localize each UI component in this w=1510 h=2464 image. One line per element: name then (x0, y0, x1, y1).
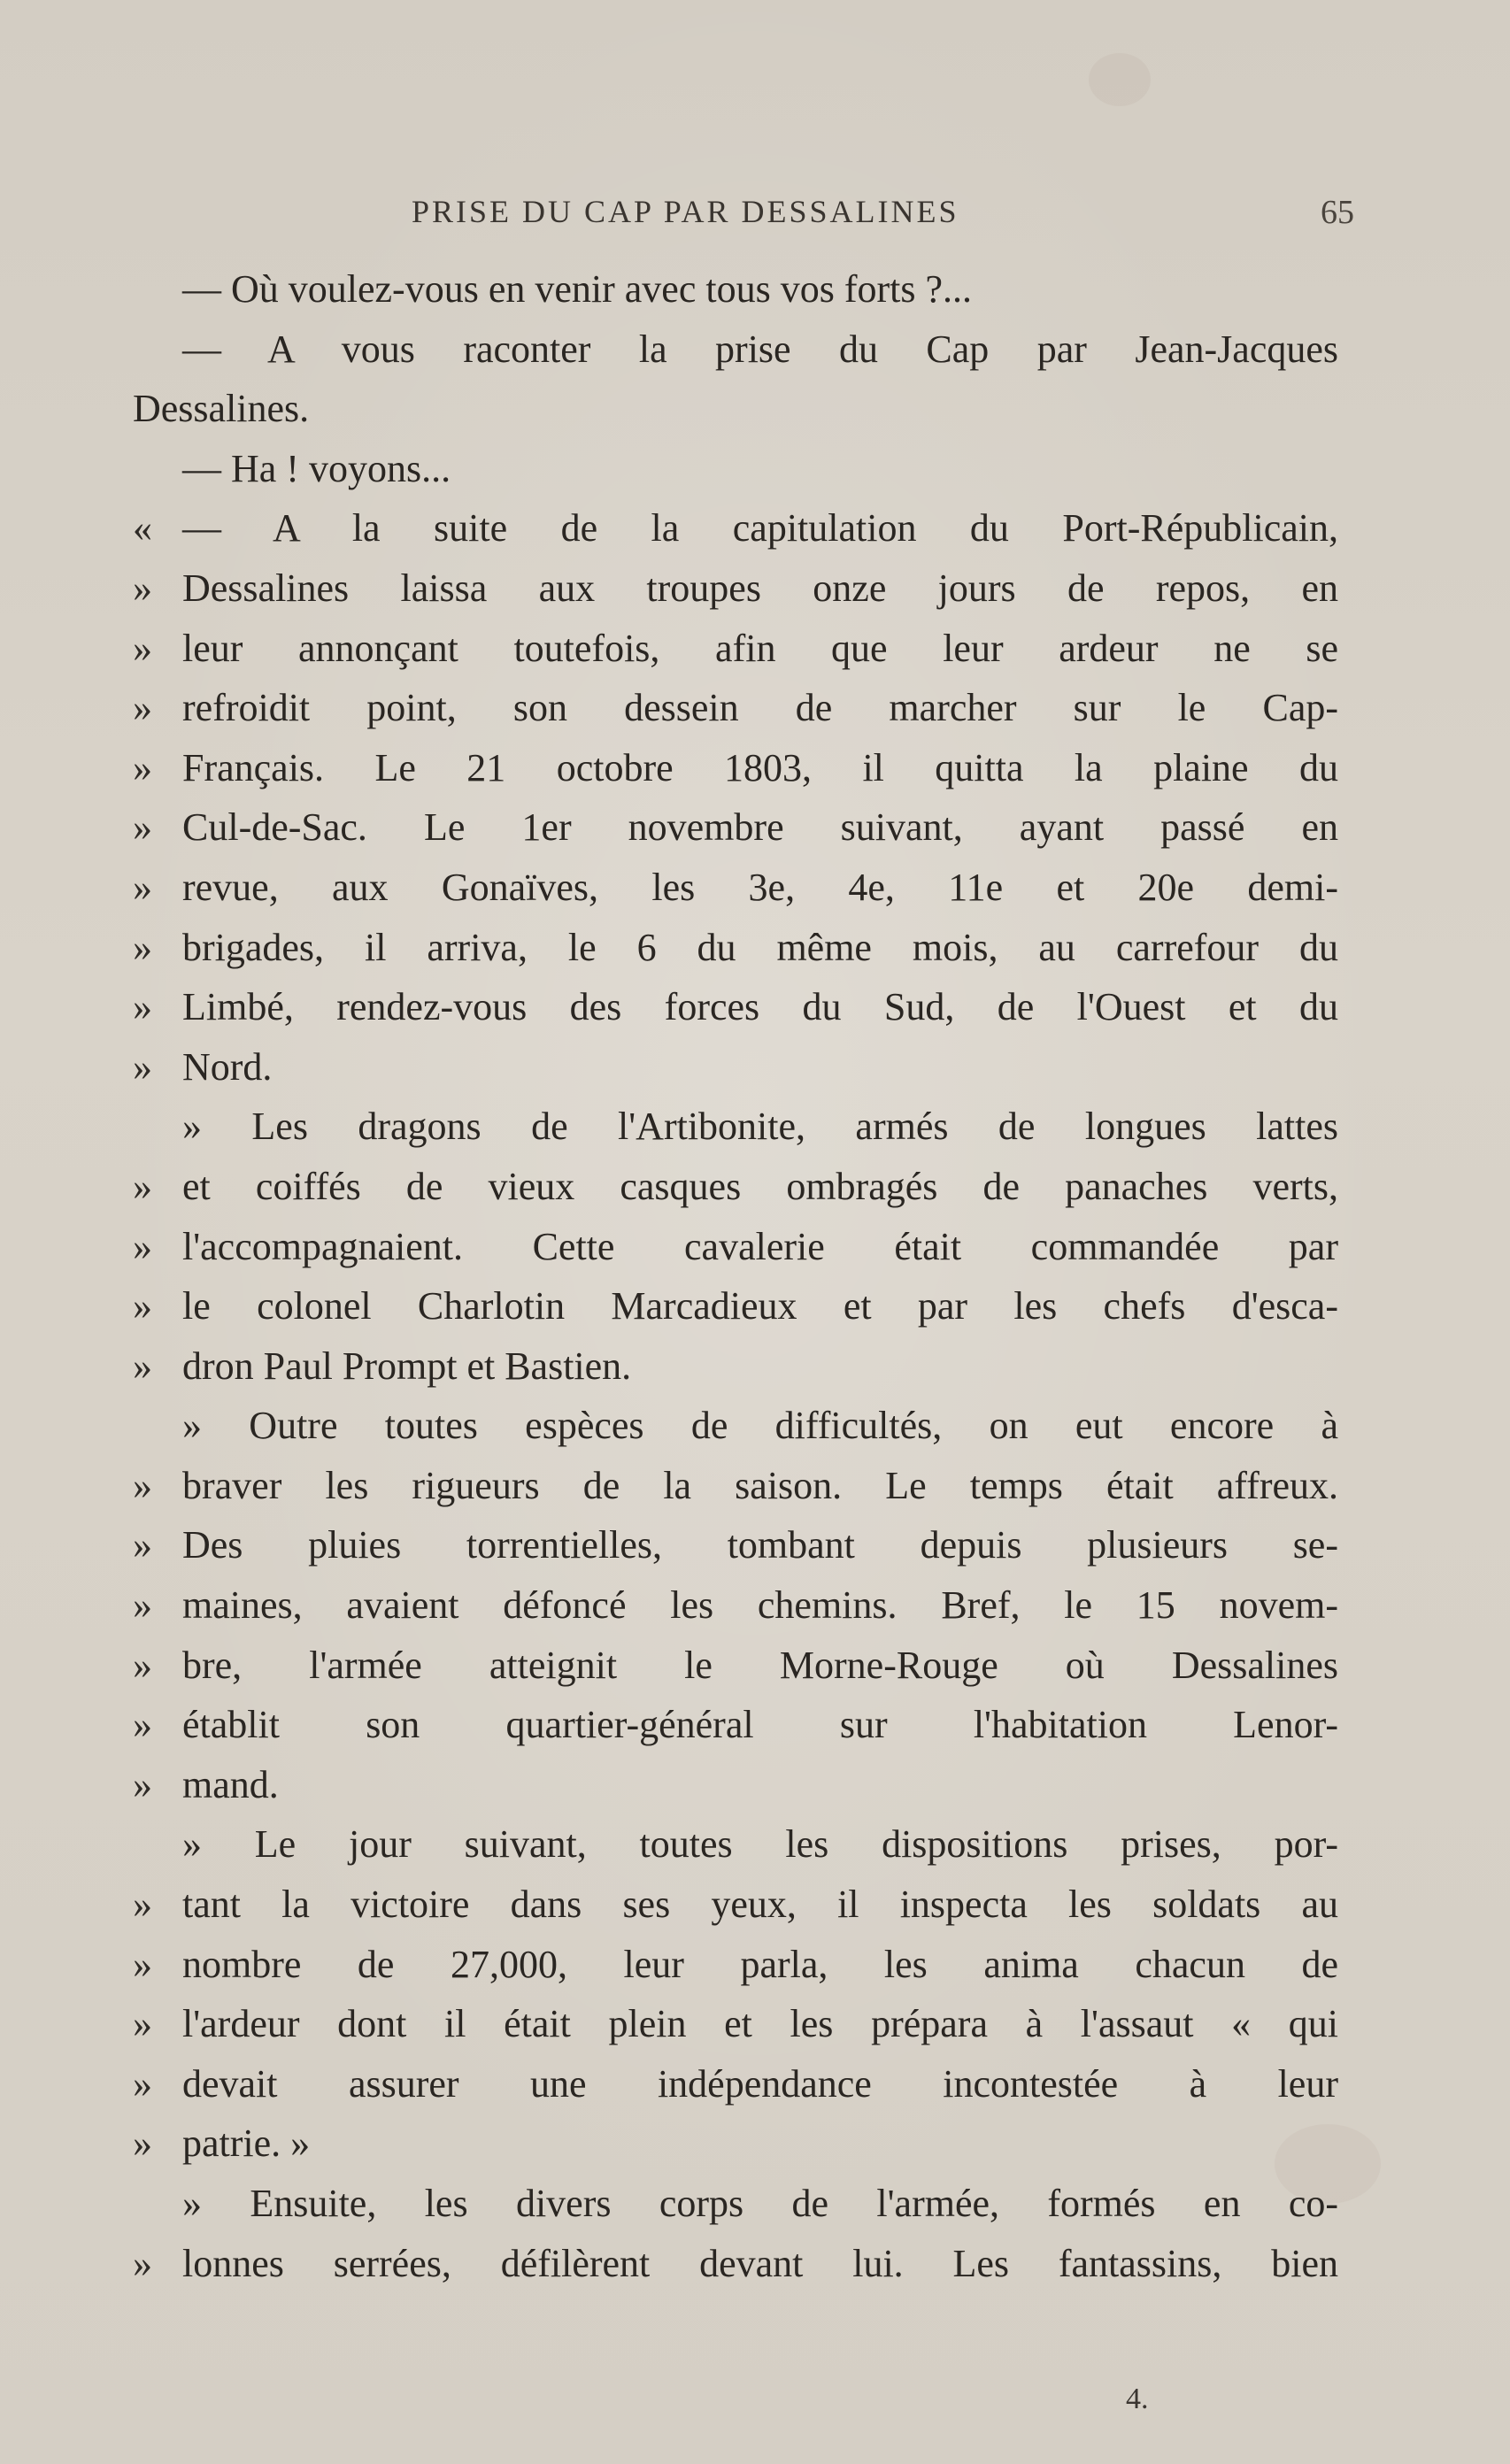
text-line (133, 1994, 1338, 2054)
text-line (133, 619, 1338, 679)
guillemet-mark: » (133, 1883, 152, 1927)
text-line (133, 1755, 1338, 1815)
guillemet-mark: » (133, 1463, 152, 1507)
page-number: 65 (1321, 194, 1354, 231)
line-text: — A vous raconter la prise du Cap par Jean-Jacques (182, 327, 1338, 371)
running-head (133, 193, 1354, 231)
guillemet-mark: » (133, 1643, 152, 1687)
line-text: l'accompagnaient. Cette cavalerie était commandée par (182, 1224, 1338, 1268)
signature-mark: 4. (1126, 2383, 1149, 2415)
running-title: PRISE DU CAP PAR DESSALINES (412, 194, 959, 229)
guillemet-mark: » (133, 745, 152, 789)
guillemet-mark: » (133, 805, 152, 850)
line-text: Limbé, rendez-vous des forces du Sud, de l'Ouest et du (182, 985, 1338, 1029)
text-line (133, 1336, 1338, 1397)
text-line (133, 439, 1338, 499)
text-line (133, 738, 1338, 798)
text-line (133, 797, 1338, 858)
text-line (133, 1396, 1338, 1456)
text-line (133, 977, 1338, 1037)
text-line (133, 259, 1338, 320)
line-text: » Outre toutes espèces de difficultés, on eut encore à (182, 1404, 1338, 1448)
text-line (133, 2174, 1338, 2234)
text-line (133, 678, 1338, 738)
text-line (133, 379, 1338, 439)
line-text: établit son quartier-général sur l'habitation Lenor- (182, 1703, 1338, 1747)
guillemet-mark: » (133, 925, 152, 969)
line-text: revue, aux Gonaïves, les 3e, 4e, 11e et 20e demi- (182, 865, 1338, 909)
guillemet-mark: » (133, 1344, 152, 1388)
text-line (133, 2234, 1338, 2294)
guillemet-mark: » (133, 1583, 152, 1628)
guillemet-mark: » (133, 2002, 152, 2046)
line-text: » Le jour suivant, toutes les dispositions prises, por- (182, 1822, 1338, 1867)
guillemet-mark: » (133, 1523, 152, 1567)
line-text: devait assurer une indépendance incontestée à leur (182, 2061, 1338, 2106)
line-text: — Ha ! voyons... (182, 446, 451, 490)
guillemet-mark: » (133, 2061, 152, 2106)
text-line (133, 1875, 1338, 1935)
line-text: dron Paul Prompt et Bastien. (182, 1344, 632, 1388)
line-text: Nord. (182, 1044, 273, 1089)
line-text: patrie. » (182, 2121, 311, 2166)
guillemet-mark: » (133, 865, 152, 909)
guillemet-mark: » (133, 2121, 152, 2166)
line-text: » Ensuite, les divers corps de l'armée, formés en co- (182, 2182, 1338, 2225)
line-text: » Les dragons de l'Artibonite, armés de longues lattes (182, 1105, 1338, 1149)
line-text: maines, avaient défoncé les chemins. Bref, le 15 novem- (182, 1583, 1338, 1628)
guillemet-mark: » (133, 1224, 152, 1268)
guillemet-mark: » (133, 985, 152, 1029)
line-text: Français. Le 21 octobre 1803, il quitta la plaine du (182, 745, 1338, 789)
line-text: — Où voulez-vous en venir avec tous vos forts ?... (182, 267, 973, 311)
text-line (133, 1575, 1338, 1636)
text-line (133, 1636, 1338, 1696)
text-line (133, 1456, 1338, 1516)
text-line (133, 2054, 1338, 2114)
line-text: nombre de 27,000, leur parla, les anima chacun de (182, 1942, 1338, 1986)
line-text: Dessalines laissa aux troupes onze jours de repos, en (182, 566, 1338, 610)
text-line (133, 1037, 1338, 1097)
text-line (133, 1276, 1338, 1336)
guillemet-mark: » (133, 1703, 152, 1747)
text-line (133, 498, 1338, 558)
body-text (133, 259, 1338, 2293)
line-text: Dessalines. (133, 387, 310, 431)
line-text: bre, l'armée atteignit le Morne-Rouge où Dessalines (182, 1643, 1338, 1687)
line-text: refroidit point, son dessein de marcher sur le Cap- (182, 686, 1338, 730)
guillemet-mark: » (133, 626, 152, 670)
paper-stain (1089, 53, 1151, 106)
line-text: lonnes serrées, défilèrent devant lui. Les fantassins, bien (182, 2241, 1338, 2285)
text-line (133, 320, 1338, 380)
guillemet-mark: » (133, 1942, 152, 1986)
text-line (133, 858, 1338, 918)
text-line (133, 1695, 1338, 1755)
text-line (133, 558, 1338, 619)
text-line (133, 1157, 1338, 1217)
guillemet-mark: » (133, 2241, 152, 2285)
guillemet-mark: » (133, 566, 152, 610)
guillemet-mark: » (133, 1284, 152, 1328)
line-text: Cul-de-Sac. Le 1er novembre suivant, ayant passé en (182, 805, 1338, 850)
text-line (133, 1217, 1338, 1277)
text-line (133, 1935, 1338, 1995)
line-text: et coiffés de vieux casques ombragés de panaches verts, (182, 1164, 1338, 1208)
guillemet-mark: » (133, 1044, 152, 1089)
guillemet-mark: « (133, 506, 152, 551)
guillemet-mark: » (133, 1762, 152, 1806)
line-text: brigades, il arriva, le 6 du même mois, au carrefour du (182, 925, 1338, 969)
line-text: braver les rigueurs de la saison. Le temps était affreux. (182, 1463, 1338, 1507)
text-line (133, 918, 1338, 978)
guillemet-mark: » (133, 1164, 152, 1208)
line-text: l'ardeur dont il était plein et les prépara à l'assaut « qui (182, 2002, 1338, 2046)
line-text: le colonel Charlotin Marcadieux et par les chefs d'esca- (182, 1284, 1338, 1328)
line-text: Des pluies torrentielles, tombant depuis plusieurs se- (182, 1523, 1338, 1567)
text-line (133, 1097, 1338, 1157)
guillemet-mark: » (133, 686, 152, 730)
line-text: mand. (182, 1762, 279, 1806)
text-line (133, 1515, 1338, 1575)
line-text: — A la suite de la capitulation du Port-Républicain, (182, 506, 1338, 551)
text-line (133, 1814, 1338, 1875)
text-line (133, 2114, 1338, 2174)
line-text: leur annonçant toutefois, afin que leur ardeur ne se (182, 626, 1338, 670)
line-text: tant la victoire dans ses yeux, il inspecta les soldats au (182, 1883, 1338, 1927)
